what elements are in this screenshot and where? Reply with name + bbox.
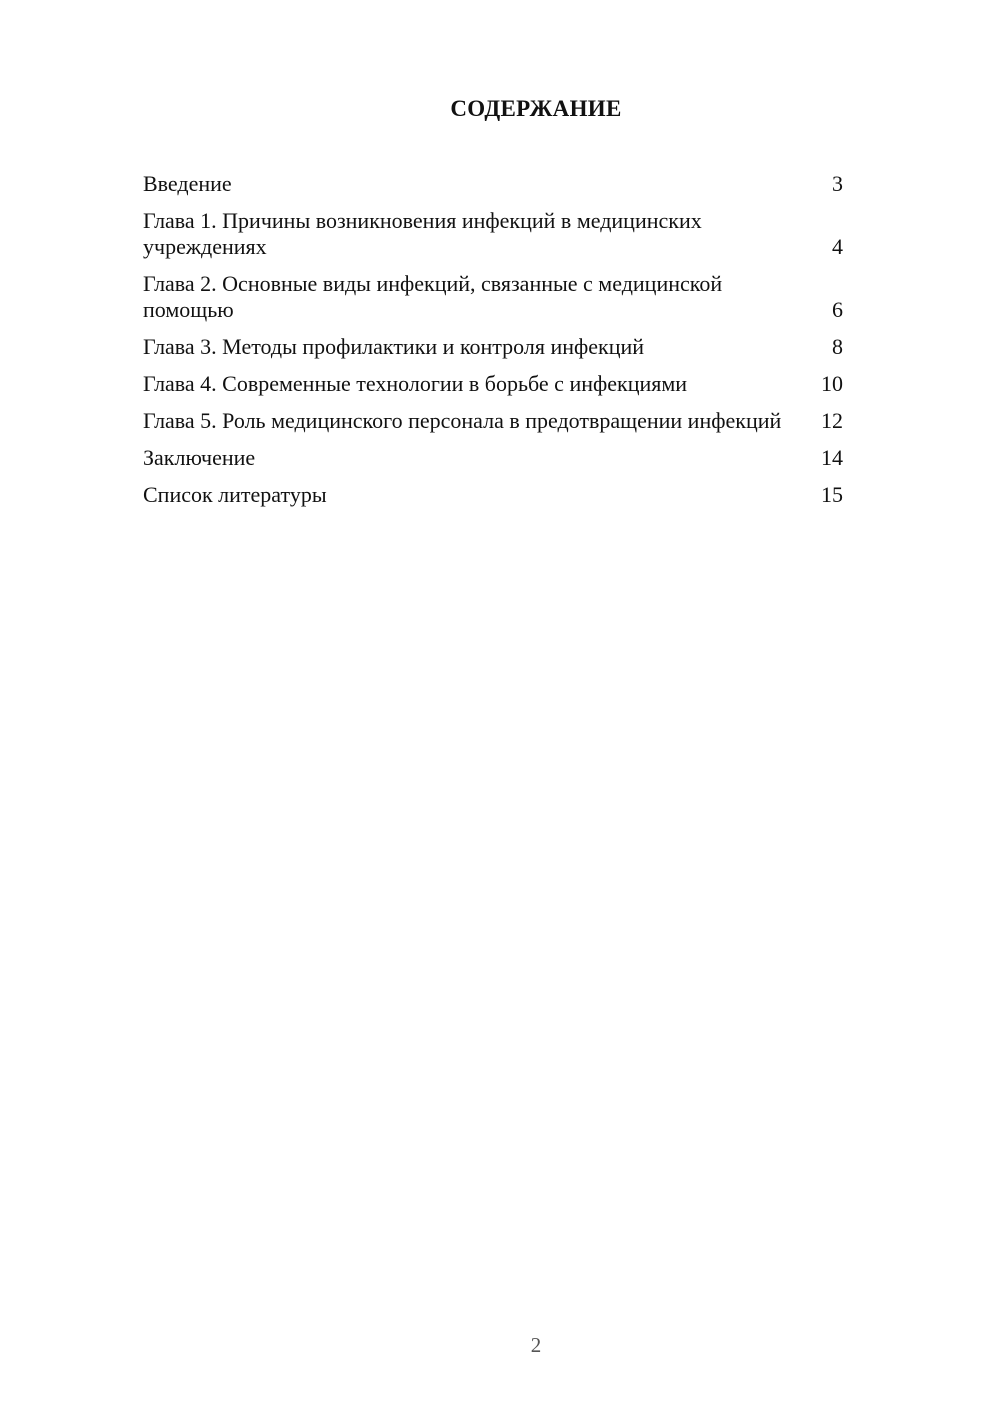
toc-entry-text: Глава 4. Современные технологии в борьбе с инфекциями: [143, 371, 688, 396]
toc-entry-chapter-1: [143, 208, 919, 260]
toc-entry-page: 8: [832, 334, 843, 359]
toc-entry-text: Глава 3. Методы профилактики и контроля инфекций: [143, 334, 645, 359]
toc-entry-references: [143, 482, 919, 508]
toc-entry-introduction: [143, 171, 919, 197]
toc-entry-page: 6: [832, 297, 843, 322]
toc-entry-page: 10: [821, 371, 843, 396]
toc-entry-chapter-3: [143, 334, 919, 360]
toc-entry-text: Список литературы: [143, 482, 327, 507]
toc-entry-page: 12: [821, 408, 843, 433]
toc-entry-text: Глава 5. Роль медицинского персонала в предотвращении инфекций: [143, 408, 782, 433]
toc-entry-chapter-4: [143, 371, 919, 397]
toc-entry-page: 15: [821, 482, 843, 507]
toc-entry-page: 14: [821, 445, 843, 470]
toc-entry-conclusion: [143, 445, 919, 471]
toc-entry-chapter-5: [143, 408, 919, 434]
toc-entry-text: Введение: [143, 171, 232, 196]
toc-entry-page: 4: [832, 234, 843, 259]
toc-title: СОДЕРЖАНИЕ: [450, 96, 622, 121]
toc-entry-text: Глава 2. Основные виды инфекций, связанные с медицинской помощью: [143, 271, 723, 322]
toc-list: [143, 171, 919, 519]
toc-entry-text: Глава 1. Причины возникновения инфекций в медицинских учреждениях: [143, 208, 702, 259]
toc-entry-page: 3: [832, 171, 843, 196]
page-number: 2: [530, 1333, 542, 1357]
toc-entry-text: Заключение: [143, 445, 256, 470]
toc-entry-chapter-2: [143, 271, 919, 323]
